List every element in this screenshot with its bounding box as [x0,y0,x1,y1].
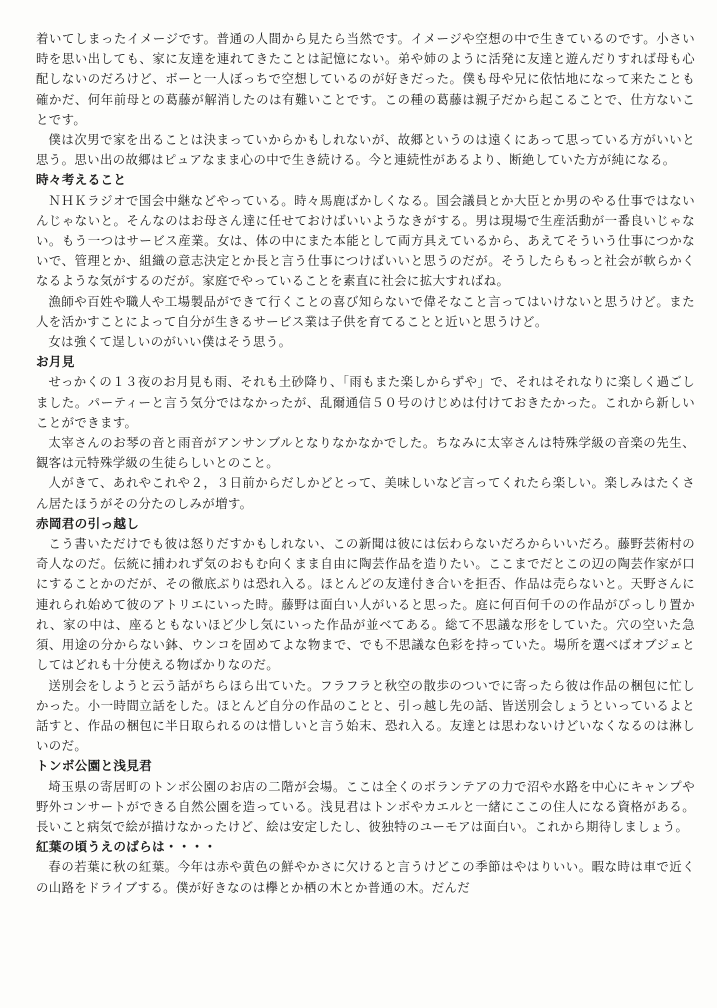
section-heading: トンボ公園と浅見君 [36,758,153,774]
paragraph: 僕は次男で家を出ることは決まっていからかもしれないが、故郷というのは遠くにあって思っている方がいいと思う。思い出の故郷はピュアなまま心の中で生き続ける。今と連続性があるより、断絶していた方が純になる。 [36,132,695,168]
paragraph: 太宰さんのお琴の音と雨音がアンサンブルとなりなかなかでした。ちなみに太宰さんは特殊学級の音楽の先生、観客は元特殊学級の生徒らしいとのこと。 [36,435,695,471]
paragraph: 春の若葉に秋の紅葉。今年は赤や黄色の鮮やかさに欠けると言うけどこの季節はやはりいい。暇な時は車で近くの山路をドライブする。僕が好きなのは欅とか栖の木とか普通の木。だんだ [36,859,695,895]
section-heading: 紅葉の頃うえのばらは・・・・ [36,839,217,855]
paragraph: 埼玉県の寄居町のトンボ公園のお店の二階が会場。ここは全くのボランテアの力で沼や水路を中心にキャンプや野外コンサートができる自然公園を造っている。浅見君はトンボやカエルと一緒にここの住人になる資格がある。長いこと病気で絵が描けなかったけど、絵は安定したし、彼独特のユーモアは面白い。これから期待しましょう。 [36,778,695,834]
paragraph: 送別会をしようと云う話がちらほら出ていた。フラフラと秋空の散歩のついでに寄ったら彼は作品の梱包に忙しかった。小一時間立話をした。ほとんど自分の作品のことと、引っ越し先の話、皆送別会しょうといっているよと話すと、作品の梱包に半日取られるのは惜しいと言う始末、恐れ入る。友達とは思わないけどいなくなるのは淋しいのだ。 [36,677,695,754]
paragraph: 着いてしまったイメージです。普通の人間から見たら当然です。イメージや空想の中で生きているのです。小さい時を思い出しても、家に友達を連れてきたことは記憶にない。弟や姉のように活発に友達と遊んだりすれば母も心配しないのだろけど、ボーと一人ぼっちで空想しているのが好きだった。僕も母や兄に依怙地になって来たことも確かだ、何年前母との葛藤が解消したのは有難いことです。この種の葛藤は親子だから起こることで、仕方ないことです。 [36,31,695,127]
section-heading: 時々考えること [36,172,127,188]
paragraph: 漁師や百姓や職人や工場製品ができて行くことの喜び知らないで偉そなこと言ってはいけないと思うけど。また人を活かすことによって自分が生きるサービス業は子供を育てることと近いと思うけど。 [36,293,695,329]
paragraph: せっかくの１３夜のお月見も雨、それも土砂降り、「雨もまた楽しからずや」で、それはそれなりに楽しく過ごしました。パーティーと言う気分ではなかったが、乱爾通信５０号のけじめは付けておきたかった。これから新しいことができます。 [36,374,695,430]
section-heading: 赤岡君の引っ越し [36,515,140,531]
paragraph: ＮＨＫラジオで国会中継などやっている。時々馬鹿ばかしくなる。国会議員とか大臣とか男のやる仕事ではないんじゃないと。そんなのはお母さん達に任せておけばいいようなきがする。男は現場で生産活動が一番良いじゃない。もう一つはサービス産業。女は、体の中にまた本能として両方具えているから、あえてそういう仕事につかないで、管理とか、組織の意志決定とか長と言う仕事につけばいいと思うのだが。そうしたらもっと社会が軟らかくなるような気がするのだが。家庭でやっていることを素直に社会に拡大すればね。 [36,192,695,289]
section-heading: お月見 [36,354,75,370]
paragraph: 女は強くて逞しいのがいい僕はそう思う。 [48,334,292,350]
paragraph: こう書いただけでも彼は怒りだすかもしれない、この新聞は彼には伝わらないだろからいいだろ。藤野芸術村の奇人なのだ。伝統に捕われず気のおもむ向くまま自由に陶芸作品を造りたい。ここまでだとこの辺の陶芸作家が口にすることかのだが、その徹底ぶりは恐れ入る。ほとんどの友達付き合いを拒否、作品は売らないと。天野さんに連れられ始めて彼のアトリエにいった時。藤野は面白い人がいると思った。庭に何百何千のの作品がびっしり置かれ、家の中は、座るともないほど少し気にいった作品が並べてある。総て不思議な形をしていた。穴の空いた急須、用途の分からない鉢、ウンコを固めてよな物まで、でも不思議な色彩を持っていた。場所を選べばオブジェとしてはどれも十分使える物ばかりなのだ。 [36,536,695,673]
paragraph: 人がきて、あれやこれや２，３日前からだしかどとって、美味しいなど言ってくれたら楽しい。楽しみはたくさん居たほうがその分たのしみが増す。 [36,475,695,511]
